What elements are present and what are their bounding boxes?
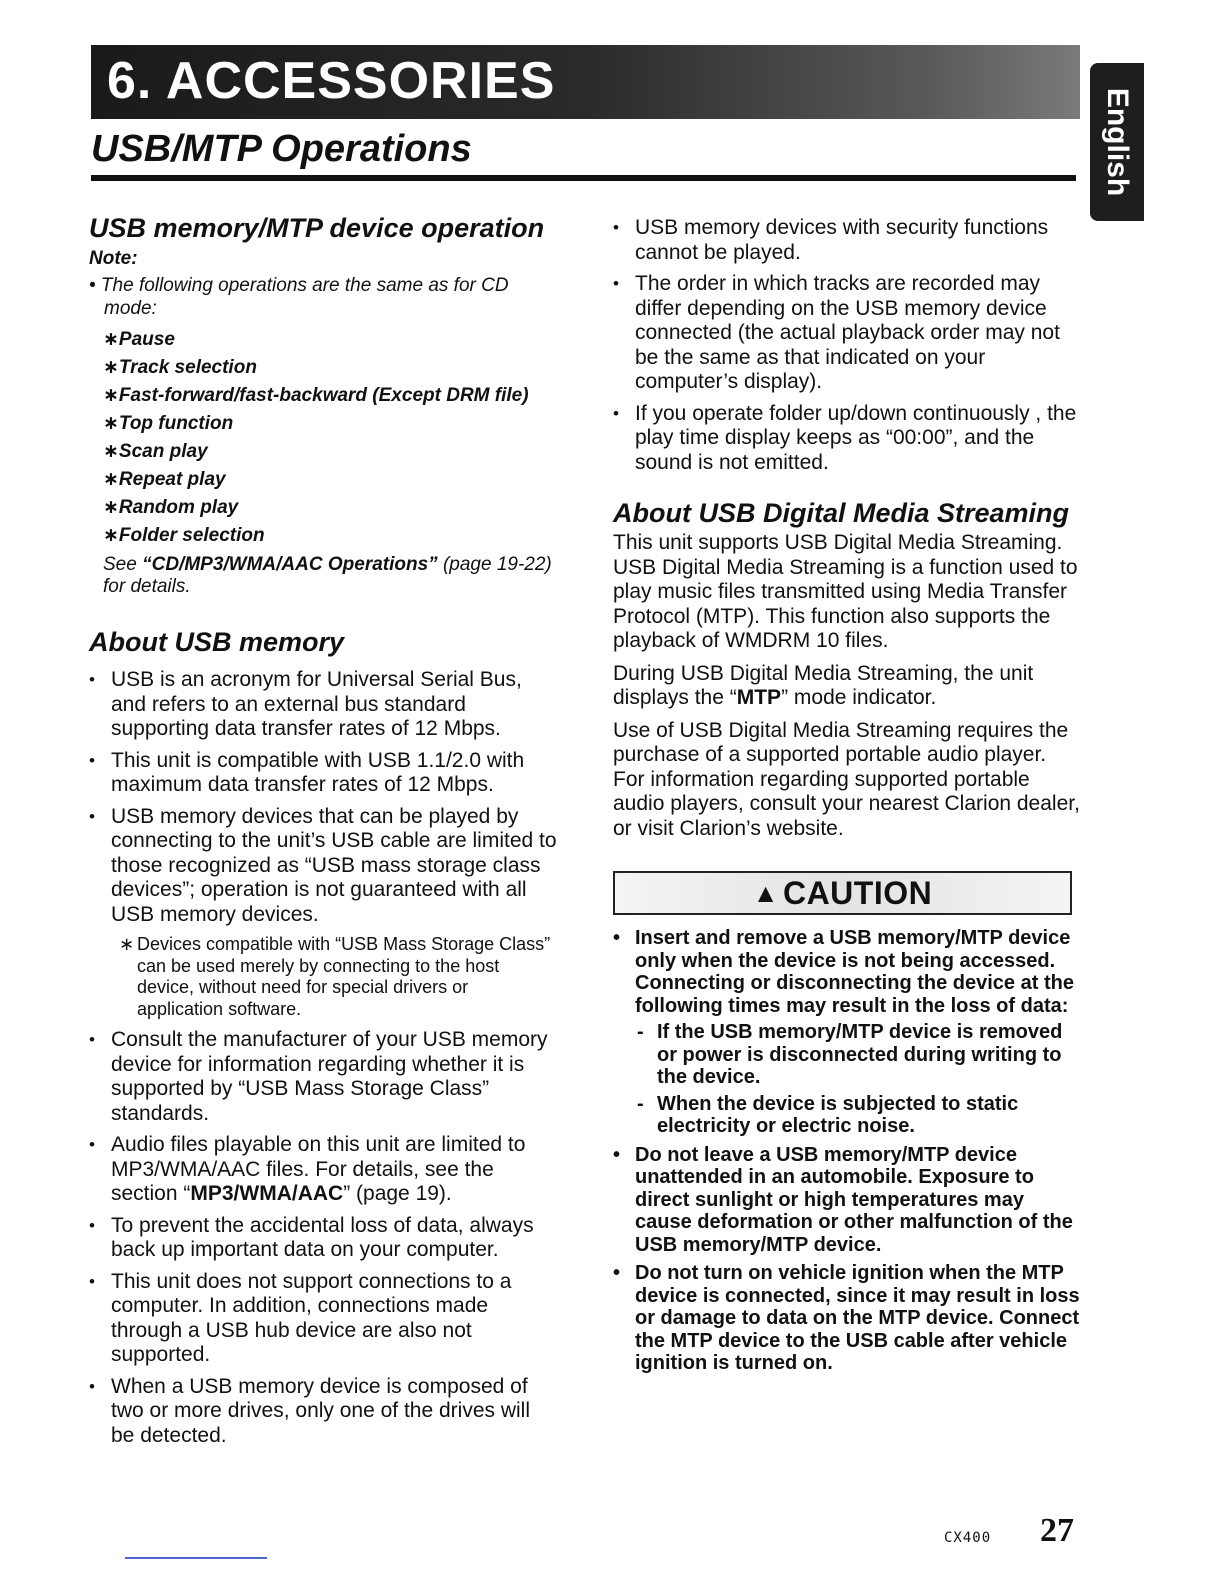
right-column [613, 212, 1083, 1381]
list-item: • USB memory devices with security functions cannot be played. [613, 216, 1083, 265]
usb-notes-list [613, 216, 1083, 475]
operation-item: ∗Fast-forward/fast-backward (Except DRM file) [103, 385, 529, 406]
note-label: Note: [89, 248, 138, 269]
list-item: • This unit does not support connections to a computer. In addition, connections made through a USB hub device are also not supported. [89, 1270, 559, 1368]
see-reference: See “CD/MP3/WMA/AAC Operations” (page 19-22) for details. [103, 554, 552, 597]
page-number: 27 [1040, 1512, 1074, 1549]
list-item: • To prevent the accidental loss of data, always back up important data on your computer. [89, 1214, 559, 1263]
caution-title: CAUTION [782, 875, 933, 911]
operation-item: ∗Repeat play [103, 469, 226, 490]
streaming-paragraph: This unit supports USB Digital Media Streaming. USB Digital Media Streaming is a function used to play music files transmitted using Media Transfer Protocol (MTP). This function also supports the playback of WMDRM 10 files. [613, 531, 1078, 652]
list-item: • If you operate folder up/down continuously , the play time display keeps as “00:00”, and the sound is not emitted. [613, 402, 1083, 476]
operation-list [89, 326, 559, 550]
list-item: • USB is an acronym for Universal Serial Bus, and refers to an external bus standard supporting data transfer rates of 12 Mbps. [89, 668, 559, 742]
footer-line [125, 1557, 267, 1559]
list-item: • Audio files playable on this unit are limited to MP3/WMA/AAC files. For details, see the section “MP3/WMA/AAC” (page 19). [89, 1133, 559, 1207]
caution-banner [613, 871, 1072, 915]
chapter-title: 6. ACCESSORIES [107, 52, 556, 110]
list-item: • This unit is compatible with USB 1.1/2.0 with maximum data transfer rates of 12 Mbps. [89, 749, 559, 798]
list-item: • Consult the manufacturer of your USB memory device for information regarding whether it is supported by “USB Mass Storage Class” standards. [89, 1028, 559, 1126]
language-tab-label: English [1101, 87, 1134, 197]
streaming-heading: About USB Digital Media Streaming [613, 498, 1070, 528]
list-item: • When a USB memory device is composed of two or more drives, only one of the drives will be detected. [89, 1375, 559, 1449]
operation-item: ∗Top function [103, 413, 234, 434]
language-tab [1090, 63, 1144, 221]
operation-item: ∗Track selection [103, 357, 257, 378]
operation-item: ∗Folder selection [103, 525, 265, 546]
mass-storage-note: ∗ Devices compatible with “USB Mass Storage Class” can be used merely by connecting to the host device, without need for special drivers or application software. [119, 934, 551, 1019]
caution-subitem: - When the device is subjected to static electricity or electric noise. [637, 1092, 1019, 1137]
see-reference-title: “CD/MP3/WMA/AAC Operations” [142, 554, 438, 575]
note-intro: • The following operations are the same as for CD mode: [89, 275, 509, 319]
operation-item: ∗Random play [103, 497, 239, 518]
about-usb-list [89, 668, 559, 927]
model-number: CX400 [944, 1530, 992, 1546]
streaming-paragraph: Use of USB Digital Media Streaming requires the purchase of a supported portable audio player. For information regarding supported portable audio players, consult your nearest Clarion dealer, or visit Clarion’s website. [613, 718, 1080, 840]
section-rule [91, 175, 1076, 181]
list-item: • The order in which tracks are recorded may differ depending on the USB memory device connected (the actual playback order may not be the same as that indicated on your computer’s display). [613, 272, 1083, 395]
caution-subitem: - If the USB memory/MTP device is removed or power is disconnected during writing to the device. [637, 1021, 1063, 1088]
operation-item: ∗Pause [103, 329, 175, 350]
operation-heading: USB memory/MTP device operation [89, 213, 545, 243]
streaming-paragraph: During USB Digital Media Streaming, the unit displays the “MTP” mode indicator. [613, 661, 1034, 709]
warning-icon: ▲ [752, 878, 779, 908]
about-usb-list-continued [89, 1028, 559, 1448]
about-usb-heading: About USB memory [89, 627, 345, 657]
caution-item: • Do not leave a USB memory/MTP device unattended in an automobile. Exposure to direct sunlight or high temperatures may cause deformation or other malfunction of the USB memory/MTP device. [613, 1144, 1083, 1257]
caution-item: • Insert and remove a USB memory/MTP device only when the device is not being accessed. Connecting or disconnecting the device at the following times may result in the loss of data: - If the USB memory/MTP device is removed or power is disconnected during writing to the device. - When the device is subjected to static electricity or electric noise. [613, 927, 1083, 1138]
caution-item: • Do not turn on vehicle ignition when the MTP device is connected, since it may result in loss or damage to data on the MTP device. Connect the MTP device to the USB cable after vehicle ignition is turned on. [613, 1262, 1083, 1375]
caution-list [613, 927, 1083, 1375]
left-column [89, 210, 559, 1455]
section-title: USB/MTP Operations [91, 128, 472, 170]
list-item: • USB memory devices that can be played by connecting to the unit’s USB cable are limited to those recognized as “USB mass storage class devices”; operation is not guaranteed with all USB memory devices. [89, 805, 559, 928]
operation-item: ∗Scan play [103, 441, 208, 462]
